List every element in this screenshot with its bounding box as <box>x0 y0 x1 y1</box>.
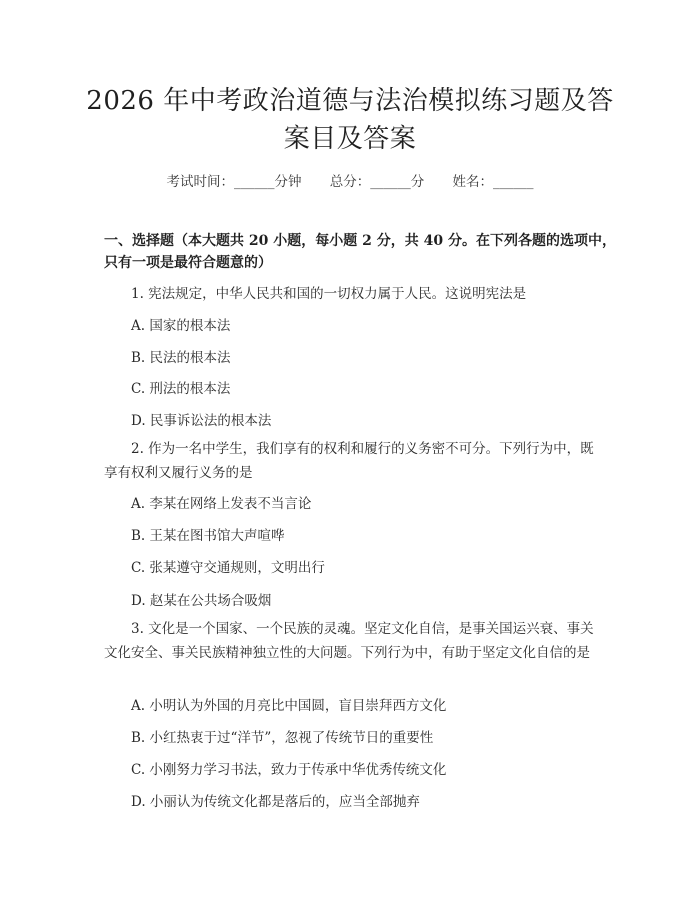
exam-time: 考试时间：______分钟 <box>166 174 302 190</box>
question-3-option-d: D. 小丽认为传统文化都是落后的，应当全部抛弃 <box>131 794 420 810</box>
title-line-1: 2026 年中考政治道德与法治模拟练习题及答 <box>86 86 614 116</box>
section-heading: 一、选择题（本大题共 20 小题，每小题 2 分，共 40 分。在下列各题的选项中，只有一项是最符合题意的） <box>104 233 616 271</box>
question-1-stem: 1. 宪法规定，中华人民共和国的一切权力属于人民。这说明宪法是 <box>131 286 527 302</box>
question-2-option-c: C. 张某遵守交通规则，文明出行 <box>131 560 325 576</box>
document-title <box>0 82 700 158</box>
question-2-stem: 2. 作为一名中学生，我们享有的权利和履行的义务密不可分。下列行为中，既享有权利又履行义务的是 <box>104 441 594 481</box>
question-2-option-a: A. 李某在网络上发表不当言论 <box>131 496 312 512</box>
question-3-option-b: B. 小红热衷于过“洋节”，忽视了传统节日的重要性 <box>131 730 434 746</box>
question-3-option-c: C. 小刚努力学习书法，致力于传承中华优秀传统文化 <box>131 762 447 778</box>
question-2-option-d: D. 赵某在公共场合吸烟 <box>131 593 272 609</box>
title-line-2: 案目及答案 <box>283 124 417 154</box>
question-1-option-c: C. 刑法的根本法 <box>131 381 231 397</box>
question-2-option-b: B. 王某在图书馆大声喧哗 <box>131 528 285 544</box>
student-name: 姓名：______ <box>452 174 534 190</box>
question-3-option-a: A. 小明认为外国的月亮比中国圆，盲目崇拜西方文化 <box>131 698 447 714</box>
question-3-stem: 3. 文化是一个国家、一个民族的灵魂。坚定文化自信，是事关国运兴衰、事关文化安全、事关民族精神独立性的大问题。下列行为中，有助于坚定文化自信的是 <box>104 621 594 661</box>
exam-info <box>0 170 700 190</box>
question-1-option-b: B. 民法的根本法 <box>131 350 231 366</box>
question-1-option-a: A. 国家的根本法 <box>131 318 231 334</box>
question-1-option-d: D. 民事诉讼法的根本法 <box>131 413 272 429</box>
total-score: 总分：______分 <box>329 174 425 190</box>
